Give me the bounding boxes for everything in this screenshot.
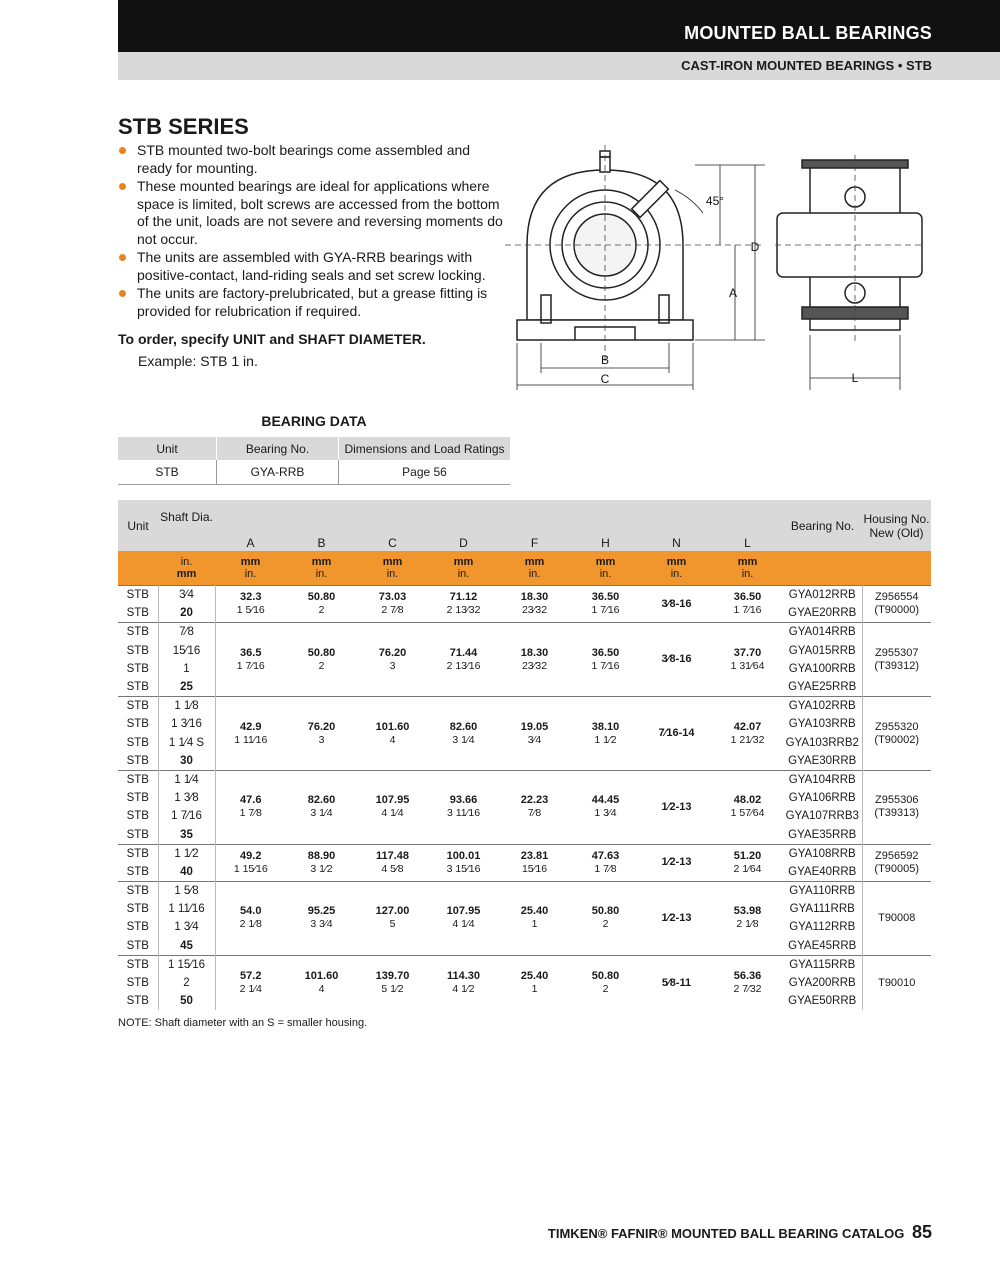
dimension-cell: 100.01 3 15⁄16 [428, 844, 499, 881]
dimension-cell: 50.80 2 [570, 882, 641, 956]
dim-label-l: L [851, 371, 859, 385]
dimension-cell: 76.20 3 [357, 623, 428, 697]
table-row: STB 1 3⁄4 GYA112RRB [118, 918, 931, 936]
bearing-drawing [505, 135, 925, 395]
dimension-cell: 19.05 3⁄4 [499, 697, 570, 771]
dimension-cell: 71.44 2 13⁄16 [428, 623, 499, 697]
list-item: The units are assembled with GYA-RRB bearings with positive-contact, land-riding seals and set screw locking. [118, 249, 503, 284]
table-row: STB 1 GYA100RRB [118, 660, 931, 678]
dimension-cell: 53.98 2 1⁄8 [712, 882, 783, 956]
dim-label-d: D [750, 240, 760, 254]
table-row: STB 45 GYAE45RRB [118, 937, 931, 956]
column-header: Bearing No. [217, 437, 339, 460]
feature-list [118, 142, 503, 321]
dimension-cell: 127.00 5 [357, 882, 428, 956]
dimension-cell: 56.36 2 7⁄32 [712, 955, 783, 1010]
table-note: NOTE: Shaft diameter with an S = smaller housing. [118, 1017, 368, 1029]
dim-label-b: B [600, 353, 610, 367]
bullet-icon [119, 183, 126, 190]
table-row: STB 3⁄4 32.3 1 5⁄16 50.80 2 73.03 2 7⁄8 71.12 2 13⁄32 18.30 23⁄32 36.50 1 7⁄16 3⁄8-16 36.50 1 7⁄16 GYA012RRB Z956554 (T90000) [118, 586, 931, 605]
housing-cell: T90008 [862, 882, 931, 956]
dimension-cell: 73.03 2 7⁄8 [357, 586, 428, 623]
dimension-cell: 42.07 1 21⁄32 [712, 697, 783, 771]
table-row: STB GYA-RRB Page 56 [118, 460, 510, 485]
bullet-icon [119, 290, 126, 297]
dimension-cell: 117.48 4 5⁄8 [357, 844, 428, 881]
table-row: STB 1 15⁄16 57.2 2 1⁄4 101.60 4 139.70 5 1⁄2 114.30 4 1⁄2 25.40 1 50.80 2 5⁄8-11 56.36 2 7⁄32 GYA115RRB T90010 [118, 955, 931, 974]
dimension-cell: 36.5 1 7⁄16 [215, 623, 286, 697]
angle-label: 45° [705, 194, 725, 208]
column-header: Dimensions and Load Ratings [339, 437, 511, 460]
dimension-cell: 76.20 3 [286, 697, 357, 771]
dimension-cell: 107.95 4 1⁄4 [428, 882, 499, 956]
list-item: These mounted bearings are ideal for applications where space is limited, bolt screws are accessed from the bottom of the unit, loads are not severe and reversing moments do not occur. [118, 178, 503, 248]
table-row: STB 1 11⁄16 GYA111RRB [118, 900, 931, 918]
table-row: STB 50 GYAE50RRB [118, 992, 931, 1010]
housing-cell: Z955307 (T39312) [862, 623, 931, 697]
series-title: STB SERIES [118, 114, 249, 139]
dimension-cell: 47.6 1 7⁄8 [215, 770, 286, 844]
housing-cell: Z955306 (T39313) [862, 770, 931, 844]
units-row: in. mm mm in. mm in. mm in. mm in. mm in. mm in. mm in. mm in. [118, 551, 931, 586]
table-row: STB 1 1⁄4 S GYA103RRB2 [118, 734, 931, 752]
list-item: STB mounted two-bolt bearings come assembled and ready for mounting. [118, 142, 503, 177]
footer-text: TIMKEN® FAFNIR® MOUNTED BALL BEARING CATALOG [547, 1226, 905, 1241]
list-item: The units are factory-prelubricated, but a grease fitting is provided for relubrication if required. [118, 285, 503, 320]
dimension-cell: 1⁄2-13 [641, 882, 712, 956]
dimension-cell: 47.63 1 7⁄8 [570, 844, 641, 881]
table-row: STB 15⁄16 GYA015RRB [118, 642, 931, 660]
dimension-cell: 88.90 3 1⁄2 [286, 844, 357, 881]
table-row: STB 40 GYAE40RRB [118, 863, 931, 882]
bullet-icon [119, 254, 126, 261]
dimension-cell: 101.60 4 [286, 955, 357, 1010]
header-unit: Unit [118, 500, 158, 551]
dimension-cell: 101.60 4 [357, 697, 428, 771]
page-footer [548, 1222, 932, 1243]
dimension-cell: 82.60 3 1⁄4 [286, 770, 357, 844]
dimension-cell: 93.66 3 11⁄16 [428, 770, 499, 844]
table-row: STB 1 7⁄16 GYA107RRB3 [118, 807, 931, 825]
dimension-cell: 1⁄2-13 [641, 770, 712, 844]
dimensions-table: Unit Shaft Dia. A B C D F H N L Bearing No. Housing No. New (Old) in. mm mm in. mm in. mm in. mm in. mm in. mm in. mm in. mm in. STB 3⁄4 32.3 1 5⁄16 50.80 2 73.03 2 7⁄8 71.12 2 13⁄32 18.30 23⁄32 36.50 1 7⁄16 3⁄8-16 36.50 1 7⁄16 GYA012RRB Z956554 (T90000) STB 20 GYAE20RRB STB 7⁄8 36.5 1 7⁄16 50.80 2 76.20 3 71.44 2 13⁄16 18.30 23⁄32 36.50 1 7⁄16 3⁄8-16 37.70 1 31⁄64 GYA014RRB Z955307 (T39312) STB 15⁄16 GYA015RRB STB 1 GYA100RRB STB 25 GYAE25RRB STB 1 1⁄8 42.9 1 11⁄16 76.20 3 101.60 4 82.60 3 1⁄4 19.05 3⁄4 38.10 1 1⁄2 7⁄16-14 42.07 1 21⁄32 GYA102RRB Z955320 (T90002) STB 1 3⁄16 GYA103RRB STB 1 1⁄4 S GYA103RRB2 STB 30 GYAE30RRB STB 1 1⁄4 47.6 1 7⁄8 82.60 3 1⁄4 107.95 4 1⁄4 93.66 3 11⁄16 22.23 7⁄8 44.45 1 3⁄4 1⁄2-13 48.02 1 57⁄64 GYA104RRB Z955306 (T39313) STB 1 3⁄8 GYA106RRB STB 1 7⁄16 GYA107RRB3 STB 35 GYAE35RRB STB 1 1⁄2 49.2 1 15⁄16 88.90 3 1⁄2 117.48 4 5⁄8 100.01 3 15⁄16 23.81 15⁄16 47.63 1 7⁄8 1⁄2-13 51.20 2 1⁄64 GYA108RRB Z956592 (T90005) STB 40 GYAE40RRB STB 1 5⁄8 54.0 2 1⁄8 95.25 3 3⁄4 127.00 5 107.95 4 1⁄4 25.40 1 50.80 2 1⁄2-13 53.98 2 1⁄8 GYA110RRB T90008 STB 1 11⁄16 GYA111RRB STB 1 3⁄4 GYA112RRB STB 45 GYAE45RRB STB 1 15⁄16 57.2 2 1⁄4 101.60 4 139.70 5 1⁄2 114.30 4 1⁄2 25.40 1 50.80 2 5⁄8-11 56.36 2 7⁄32 GYA115RRB T90010 STB 2 GYA200RRB STB 50 GYAE50RRB [118, 500, 931, 1010]
dimension-cell: 18.30 23⁄32 [499, 586, 570, 623]
table-row: STB 2 GYA200RRB [118, 974, 931, 992]
header-bar [118, 0, 1000, 52]
dimension-cell: 36.50 1 7⁄16 [712, 586, 783, 623]
header-bearing: Bearing No. [783, 500, 862, 551]
dimension-cell: 50.80 2 [286, 623, 357, 697]
dimension-cell: 7⁄16-14 [641, 697, 712, 771]
table-row: STB 1 3⁄16 GYA103RRB [118, 715, 931, 733]
housing-cell: Z956592 (T90005) [862, 844, 931, 881]
subheader-bar [118, 52, 1000, 80]
column-header: Unit [118, 437, 217, 460]
housing-cell: Z956554 (T90000) [862, 586, 931, 623]
page-number: 85 [911, 1222, 932, 1242]
table-row: STB 20 GYAE20RRB [118, 604, 931, 623]
dimension-cell: 51.20 2 1⁄64 [712, 844, 783, 881]
dimension-cell: 44.45 1 3⁄4 [570, 770, 641, 844]
header-shaft: Shaft Dia. [158, 500, 215, 551]
order-example: Example: STB 1 in. [138, 353, 258, 369]
dimension-cell: 48.02 1 57⁄64 [712, 770, 783, 844]
dim-label-a: A [728, 286, 738, 300]
dimension-cell: 3⁄8-16 [641, 586, 712, 623]
header-housing: Housing No. New (Old) [862, 500, 931, 551]
dimension-cell: 25.40 1 [499, 882, 570, 956]
header-subtitle: CAST-IRON MOUNTED BEARINGS • STB [681, 58, 932, 73]
dimension-cell: 42.9 1 11⁄16 [215, 697, 286, 771]
dimension-cell: 3⁄8-16 [641, 623, 712, 697]
dim-label-c: C [600, 372, 610, 386]
dimension-cell: 114.30 4 1⁄2 [428, 955, 499, 1010]
table-row: STB 1 1⁄8 42.9 1 11⁄16 76.20 3 101.60 4 82.60 3 1⁄4 19.05 3⁄4 38.10 1 1⁄2 7⁄16-14 42.07 1 21⁄32 GYA102RRB Z955320 (T90002) [118, 697, 931, 716]
dimension-cell: 5⁄8-11 [641, 955, 712, 1010]
order-instructions: To order, specify UNIT and SHAFT DIAMETER. [118, 331, 426, 347]
dimension-cell: 36.50 1 7⁄16 [570, 623, 641, 697]
dimension-cell: 38.10 1 1⁄2 [570, 697, 641, 771]
bearing-data-title: BEARING DATA [261, 413, 367, 429]
dimension-cell: 18.30 23⁄32 [499, 623, 570, 697]
table-row: STB 1 5⁄8 54.0 2 1⁄8 95.25 3 3⁄4 127.00 5 107.95 4 1⁄4 25.40 1 50.80 2 1⁄2-13 53.98 2 1⁄8 GYA110RRB T90008 [118, 882, 931, 901]
bullet-icon [119, 147, 126, 154]
dimension-cell: 57.2 2 1⁄4 [215, 955, 286, 1010]
housing-cell: Z955320 (T90002) [862, 697, 931, 771]
dimension-cell: 36.50 1 7⁄16 [570, 586, 641, 623]
dimension-cell: 32.3 1 5⁄16 [215, 586, 286, 623]
table-row: STB 1 1⁄4 47.6 1 7⁄8 82.60 3 1⁄4 107.95 4 1⁄4 93.66 3 11⁄16 22.23 7⁄8 44.45 1 3⁄4 1⁄2-13 48.02 1 57⁄64 GYA104RRB Z955306 (T39313) [118, 770, 931, 789]
table-row: STB 25 GYAE25RRB [118, 678, 931, 697]
table-row: STB 35 GYAE35RRB [118, 825, 931, 844]
table-row: STB 30 GYAE30RRB [118, 752, 931, 771]
dimension-cell: 50.80 2 [570, 955, 641, 1010]
dimension-cell: 54.0 2 1⁄8 [215, 882, 286, 956]
dimension-cell: 95.25 3 3⁄4 [286, 882, 357, 956]
dimension-cell: 23.81 15⁄16 [499, 844, 570, 881]
housing-cell: T90010 [862, 955, 931, 1010]
dimension-cell: 1⁄2-13 [641, 844, 712, 881]
table-row: STB 1 3⁄8 GYA106RRB [118, 789, 931, 807]
bearing-data-table [118, 437, 510, 485]
dimension-cell: 107.95 4 1⁄4 [357, 770, 428, 844]
dimension-cell: 71.12 2 13⁄32 [428, 586, 499, 623]
dimension-cell: 25.40 1 [499, 955, 570, 1010]
dimension-cell: 82.60 3 1⁄4 [428, 697, 499, 771]
dimension-cell: 49.2 1 15⁄16 [215, 844, 286, 881]
header-title: MOUNTED BALL BEARINGS [684, 23, 932, 43]
dimension-cell: 50.80 2 [286, 586, 357, 623]
table-row: STB 1 1⁄2 49.2 1 15⁄16 88.90 3 1⁄2 117.48 4 5⁄8 100.01 3 15⁄16 23.81 15⁄16 47.63 1 7⁄8 1⁄2-13 51.20 2 1⁄64 GYA108RRB Z956592 (T90005) [118, 844, 931, 863]
dimension-cell: 37.70 1 31⁄64 [712, 623, 783, 697]
table-row: STB 7⁄8 36.5 1 7⁄16 50.80 2 76.20 3 71.44 2 13⁄16 18.30 23⁄32 36.50 1 7⁄16 3⁄8-16 37.70 1 31⁄64 GYA014RRB Z955307 (T39312) [118, 623, 931, 642]
dimension-cell: 22.23 7⁄8 [499, 770, 570, 844]
dimension-cell: 139.70 5 1⁄2 [357, 955, 428, 1010]
